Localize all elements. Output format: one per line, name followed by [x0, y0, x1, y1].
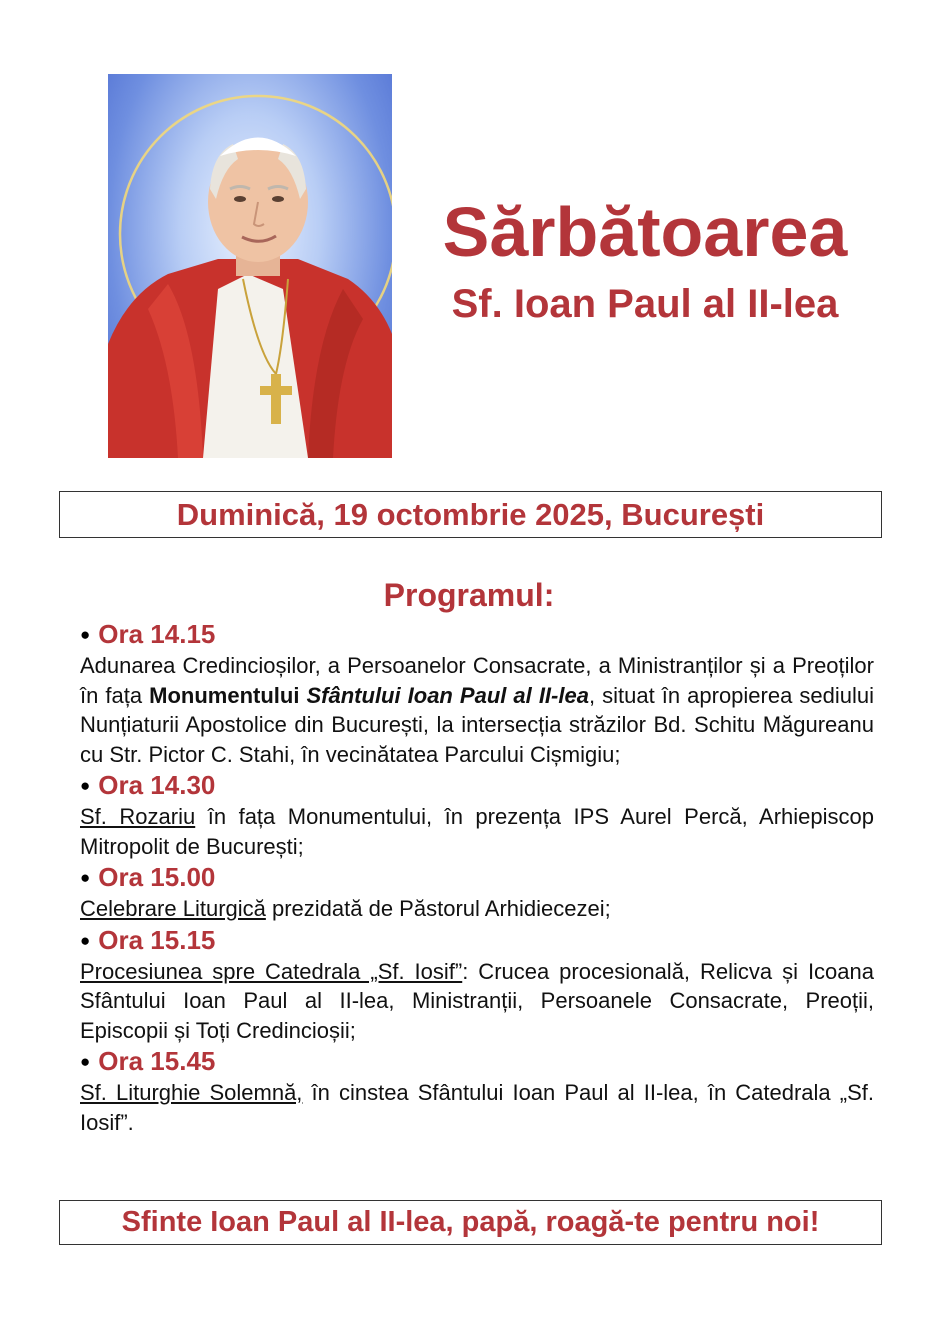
program-item — [80, 769, 874, 861]
footer-prayer: Sfinte Ioan Paul al II-lea, papă, roagă-te pentru noi! — [59, 1200, 882, 1245]
page-title: Sărbătoarea — [442, 193, 848, 271]
program-description: Sf. Liturghie Solemnă, în cinstea Sfântului Ioan Paul al II-lea, în Catedrala „Sf. Iosif”. — [80, 1080, 874, 1135]
date-banner: Duminică, 19 octombrie 2025, București — [59, 491, 882, 538]
bullet-icon: ● — [80, 930, 91, 950]
bullet-icon: ● — [80, 868, 91, 887]
program-heading: Programul: — [383, 577, 555, 613]
portrait-image — [108, 74, 392, 458]
program-time: Ora 14.30 — [98, 770, 216, 800]
program-list — [80, 618, 874, 1137]
program-item — [80, 924, 874, 1046]
program-time: Ora 15.45 — [98, 1046, 216, 1076]
program-time: Ora 15.15 — [98, 924, 216, 955]
saint-portrait-illustration — [108, 74, 392, 458]
program-item — [80, 618, 874, 769]
program-item — [80, 1045, 874, 1137]
page-subtitle: Sf. Ioan Paul al II-lea — [451, 282, 839, 326]
program-time: Ora 15.00 — [98, 862, 216, 892]
program-description: Procesiunea spre Catedrala „Sf. Iosif”: Crucea procesională, Relicva și Icoana Sfântului Ioan Paul al II-lea, Ministranții, Persoanele Consacrate, Preoții, Episcopii și Toți Credincioșii; — [80, 958, 875, 1043]
program-description: Celebrare Liturgică prezidată de Păstorul Arhidiecezei; — [80, 896, 611, 921]
bullet-icon: ● — [80, 1052, 91, 1071]
program-description: Sf. Rozariu în fața Monumentului, în prezența IPS Aurel Percă, Arhiepiscop Mitropolit de București; — [80, 804, 874, 859]
program-time: Ora 14.15 — [98, 619, 216, 649]
bullet-icon: ● — [80, 625, 91, 644]
bullet-icon: ● — [80, 776, 91, 795]
program-description: Adunarea Credincioșilor, a Persoanelor Consacrate, a Ministranților și a Preoților în fața Monumentului Sfântului Ioan Paul al II-lea, situat în apropierea sediului Nunțiaturii Apostolice din București, la intersecția străzilor Bd. Schitu Măgureanu cu Str. Pictor C. Stahi, în vecinătatea Parcului Cișmigiu; — [80, 653, 874, 767]
program-item — [80, 861, 874, 924]
